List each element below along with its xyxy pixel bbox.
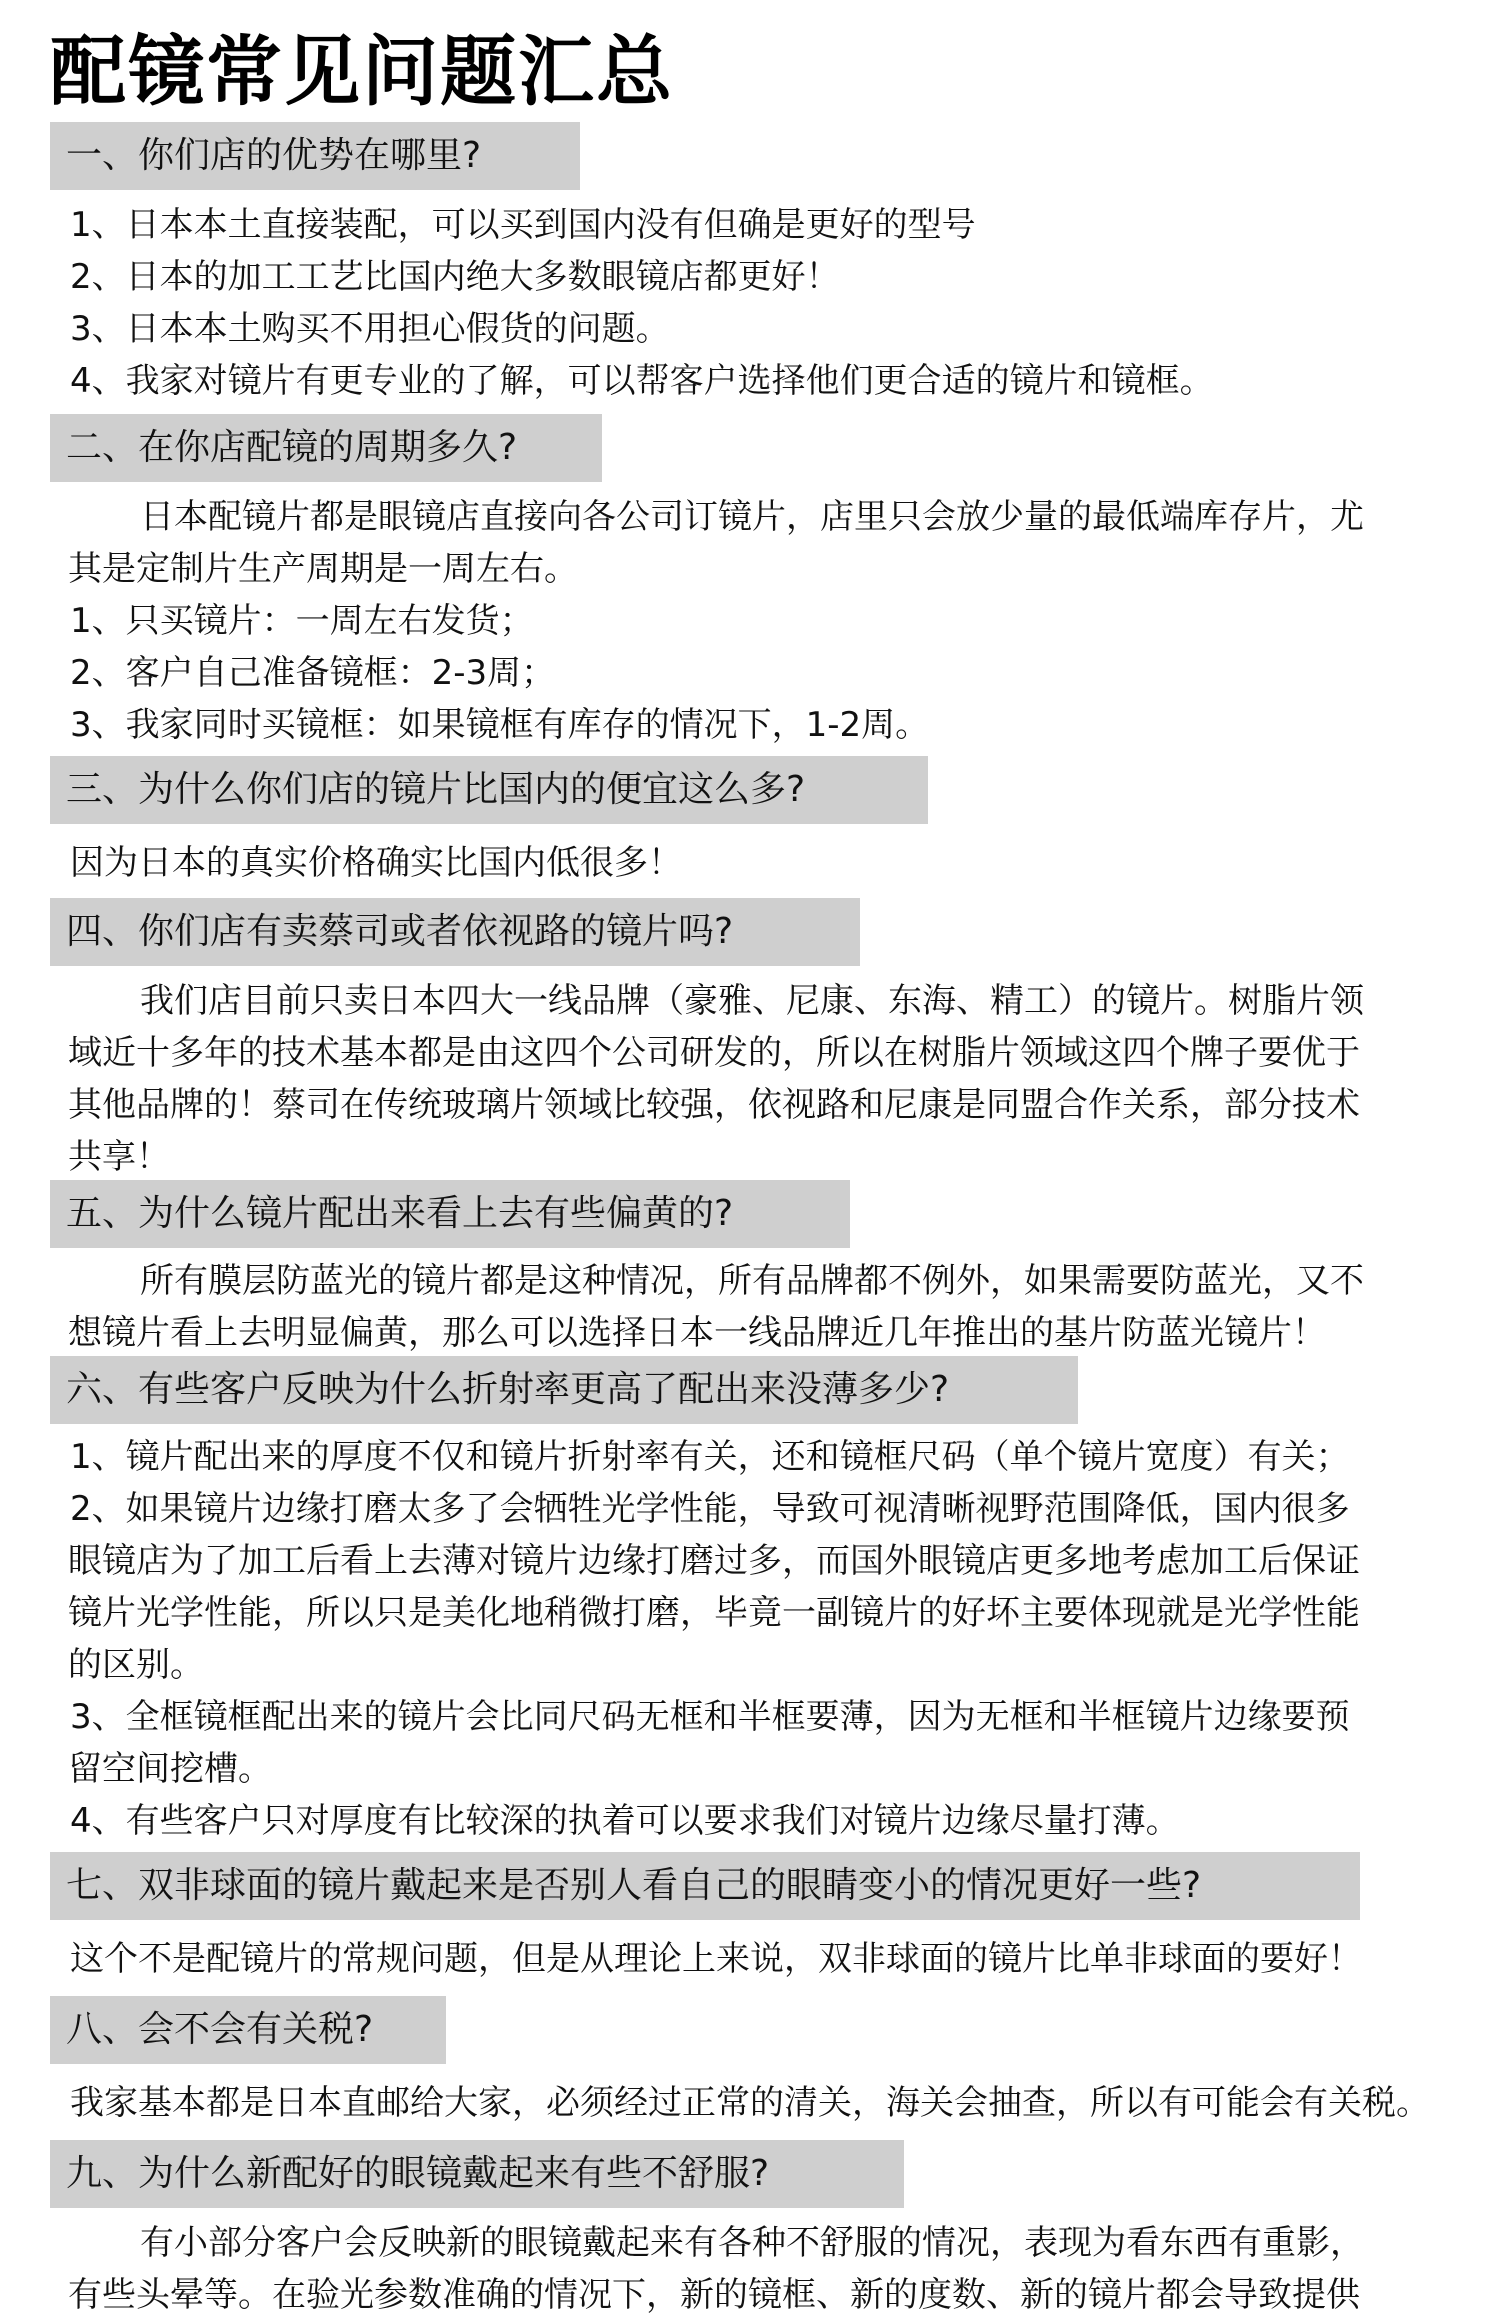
faq-line: 其是定制片生产周期是一周左右。 [68,549,578,589]
faq-line: 2、客户自己准备镜框：2-3周； [70,653,556,693]
faq-line: 3、全框镜框配出来的镜片会比同尺码无框和半框要薄，因为无框和半框镜片边缘要预 [70,1697,1350,1737]
faq-line: 3、我家同时买镜框：如果镜框有库存的情况下，1-2周。 [70,705,930,745]
faq-line: 4、我家对镜片有更专业的了解，可以帮客户选择他们更合适的镜片和镜框。 [70,361,1214,401]
faq-heading-8: 八、会不会有关税? [50,1996,446,2064]
faq-line: 我家基本都是日本直邮给大家，必须经过正常的清关，海关会抽查，所以有可能会有关税。 [70,2083,1430,2123]
faq-line: 日本配镜片都是眼镜店直接向各公司订镜片，店里只会放少量的最低端库存片，尤 [140,497,1364,537]
page-title: 配镜常见问题汇总 [50,27,674,116]
faq-line: 眼镜店为了加工后看上去薄对镜片边缘打磨过多，而国外眼镜店更多地考虑加工后保证 [68,1541,1360,1581]
faq-line: 所有膜层防蓝光的镜片都是这种情况，所有品牌都不例外，如果需要防蓝光，又不 [140,1261,1364,1301]
faq-line: 2、如果镜片边缘打磨太多了会牺牲光学性能，导致可视清晰视野范围降低，国内很多 [70,1489,1350,1529]
faq-line: 共享！ [68,1137,170,1177]
faq-line: 4、有些客户只对厚度有比较深的执着可以要求我们对镜片边缘尽量打薄。 [70,1801,1180,1841]
faq-heading-7: 七、双非球面的镜片戴起来是否别人看自己的眼睛变小的情况更好一些? [50,1852,1360,1920]
faq-line: 有些头晕等。在验光参数准确的情况下，新的镜框、新的度数、新的镜片都会导致提供 [68,2275,1360,2315]
faq-heading-1: 一、你们店的优势在哪里? [50,122,580,190]
faq-heading-3: 三、为什么你们店的镜片比国内的便宜这么多? [50,756,928,824]
faq-line: 有小部分客户会反映新的眼镜戴起来有各种不舒服的情况，表现为看东西有重影， [140,2223,1364,2263]
faq-line: 域近十多年的技术基本都是由这四个公司研发的，所以在树脂片领域这四个牌子要优于 [68,1033,1360,1073]
faq-line: 的区别。 [68,1645,204,1685]
faq-heading-4: 四、你们店有卖蔡司或者依视路的镜片吗? [50,898,860,966]
faq-line: 因为日本的真实价格确实比国内低很多！ [70,843,682,883]
faq-heading-2: 二、在你店配镜的周期多久? [50,414,602,482]
faq-line: 1、只买镜片：一周左右发货； [70,601,534,641]
faq-line: 3、日本本土购买不用担心假货的问题。 [70,309,670,349]
faq-line: 留空间挖槽。 [68,1749,272,1789]
faq-line: 这个不是配镜片的常规问题，但是从理论上来说，双非球面的镜片比单非球面的要好！ [70,1939,1362,1979]
faq-line: 2、日本的加工工艺比国内绝大多数眼镜店都更好！ [70,257,840,297]
faq-heading-6: 六、有些客户反映为什么折射率更高了配出来没薄多少? [50,1356,1078,1424]
faq-line: 镜片光学性能，所以只是美化地稍微打磨，毕竟一副镜片的好坏主要体现就是光学性能 [68,1593,1360,1633]
faq-heading-9: 九、为什么新配好的眼镜戴起来有些不舒服? [50,2140,904,2208]
faq-line: 其他品牌的！蔡司在传统玻璃片领域比较强，依视路和尼康是同盟合作关系，部分技术 [68,1085,1360,1125]
faq-line: 我们店目前只卖日本四大一线品牌（豪雅、尼康、东海、精工）的镜片。树脂片领 [140,981,1364,1021]
faq-line: 1、日本本土直接装配，可以买到国内没有但确是更好的型号 [70,205,976,245]
faq-heading-5: 五、为什么镜片配出来看上去有些偏黄的? [50,1180,850,1248]
faq-line: 1、镜片配出来的厚度不仅和镜片折射率有关，还和镜框尺码（单个镜片宽度）有关； [70,1437,1350,1477]
faq-line: 想镜片看上去明显偏黄，那么可以选择日本一线品牌近几年推出的基片防蓝光镜片！ [68,1313,1326,1353]
